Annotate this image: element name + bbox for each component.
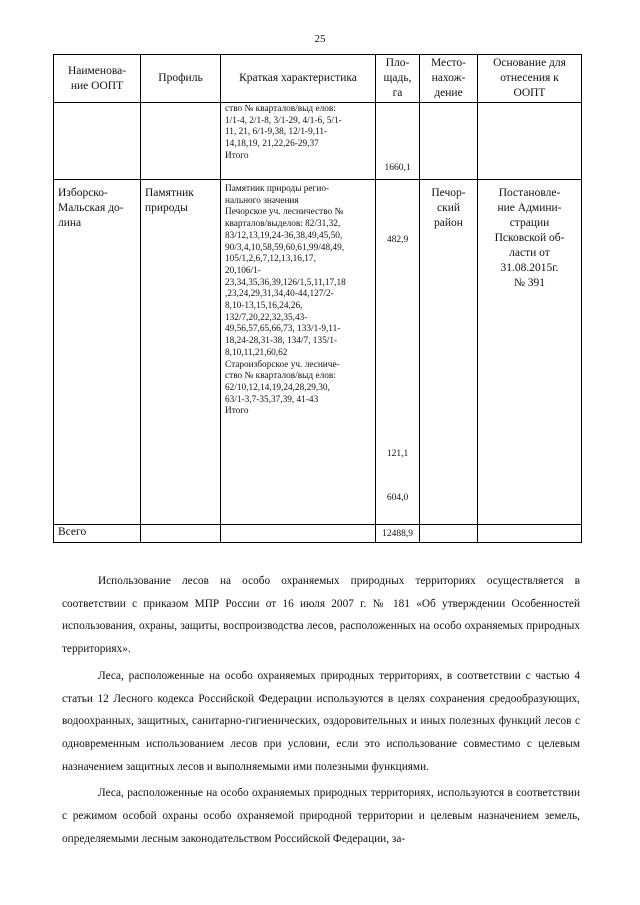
table-header-row bbox=[54, 55, 582, 103]
table-row-continuation bbox=[54, 103, 582, 180]
table-row bbox=[54, 180, 582, 525]
continuation-description: ство № кварталов/выд елов: 1/1-4, 2/1-8, 3/1-29, 4/1-6, 5/1- 11, 21, 6/1-9,38, 12/1-9,11- 14,18,19, 21,22,26-29,37 Итого bbox=[221, 103, 376, 180]
area-value-1: 482,9 bbox=[386, 235, 409, 245]
header-description: Краткая характеристика bbox=[221, 55, 376, 103]
total-label: Всего bbox=[54, 525, 141, 543]
header-basis: Основание для отнесения к ООПТ bbox=[478, 55, 582, 103]
total-area: 12488,9 bbox=[376, 525, 420, 543]
paragraph-1: Использование лесов на особо охраняемых природных территориях осуществляется в соответствии с приказом МПР России от 16 июля 2007 г. № 181 «Об утверждении Особенностей использования, охраны, защиты, воспроизводства лесов, расположенных на особо охраняемых природных территориях». bbox=[62, 575, 580, 656]
oopt-location: Печор- ский район bbox=[420, 180, 478, 525]
header-location: Место- нахож- дение bbox=[420, 55, 478, 103]
paragraph-2: Леса, расположенные на особо охраняемых природных территориях, в соответствии с частью 4 статьи 12 Лесного кодекса Российской Федерации используются в целях сохранения средообразующих, водоохранных, защитных, санитарно-гигиенических, оздоровительных и иных полезных функций лесов с одновременным использованием лесов при условии, если это использование совместимо с целевым назначением защитных лесов и выполняемыми ими полезными функциями. bbox=[62, 669, 580, 773]
oopt-basis: Постановле- ние Админи- страции Псковской об- ласти от 31.08.2015г. № 391 bbox=[478, 180, 582, 525]
paragraph-3: Леса, расположенные на особо охраняемых природных территориях, используются в соответствии с режимом особой охраны особо охраняемой природной территории и целевым назначением земель, определяемыми лесным законодательством Российской Федерации, за- bbox=[62, 787, 580, 845]
header-name: Наименова- ние ООПТ bbox=[54, 55, 141, 103]
area-value-2: 121,1 bbox=[386, 449, 409, 459]
oopt-name: Изборско- Мальская до- лина bbox=[54, 180, 141, 525]
header-area: Пло- щадь, га bbox=[376, 55, 420, 103]
table-total-row bbox=[54, 525, 582, 543]
oopt-area bbox=[376, 180, 420, 525]
area-total: 604,0 bbox=[386, 493, 409, 503]
oopt-table bbox=[53, 54, 582, 543]
oopt-description: Памятник природы регио- нального значения Печорское уч. лесничество № кварталов/выделов: 82/31,32, 83/12,13,19,24-36,38,49,45,50, 90/3,4,10,58,59,60,61,99/48,49, 105/1,2,6,7,12,13,16,17, 20,106/1- 23,34,35,36,39,126/1,5,11,17,18 ,23,24,29,31,34,40-44,127/2- 8,10-13,15,16,24,26, 132/7,20,22,32,35,43- 49,56,57,65,66,73, 133/1-9,11- 18,24-28,31-38, 134/7, 135/1- 8,10,11,21,60,62 Староизборское уч. лесниче- ство № кварталов/выд елов: 62/10,12,14,19,24,28,29,30, 63/1-3,7-35,37,39, 41-43 Итого bbox=[221, 180, 376, 525]
oopt-profile: Памятник природы bbox=[141, 180, 221, 525]
header-profile: Профиль bbox=[141, 55, 221, 103]
continuation-area: 1660,1 bbox=[376, 103, 420, 180]
page-number: 25 bbox=[314, 33, 326, 45]
body-text bbox=[62, 570, 580, 854]
